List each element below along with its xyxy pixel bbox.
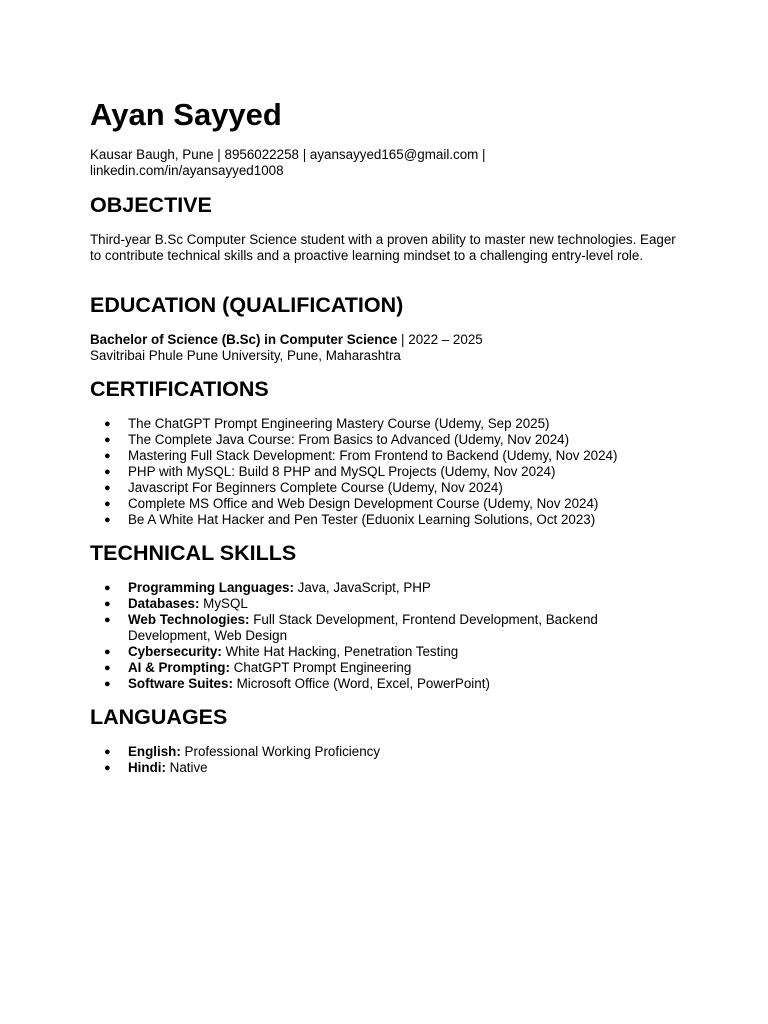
bullet-icon: ● [104, 646, 111, 658]
bullet-icon: ● [104, 514, 111, 526]
bullet-icon: ● [104, 662, 111, 674]
certifications-list [90, 416, 680, 528]
skill-value: MySQL [199, 596, 248, 611]
skill-label: Programming Languages: [128, 580, 294, 595]
skill-value: White Hat Hacking, Penetration Testing [221, 644, 459, 659]
list-item [90, 464, 680, 480]
certification-text: PHP with MySQL: Build 8 PHP and MySQL Projects (Udemy, Nov 2024) [128, 464, 556, 479]
skill-value: Full Stack Development, Frontend Development, Backend Development, Web Design [128, 612, 598, 643]
certification-text: Be A White Hat Hacker and Pen Tester (Eduonix Learning Solutions, Oct 2023) [128, 512, 596, 527]
certification-text: The Complete Java Course: From Basics to Advanced (Udemy, Nov 2024) [128, 432, 570, 447]
technical-skills-list [90, 580, 680, 692]
language-label: English: [128, 744, 181, 759]
bullet-icon: ● [104, 762, 111, 774]
education-entry [90, 332, 680, 364]
certifications-heading: CERTIFICATIONS [90, 377, 269, 401]
list-item [90, 416, 680, 432]
list-item [90, 660, 680, 676]
certification-text: Mastering Full Stack Development: From Frontend to Backend (Udemy, Nov 2024) [128, 448, 618, 463]
bullet-icon: ● [104, 466, 111, 478]
bullet-icon: ● [104, 598, 111, 610]
bullet-icon: ● [104, 746, 111, 758]
list-item [90, 644, 680, 660]
contact-line-2: linkedin.com/in/ayansayyed1008 [90, 163, 284, 178]
list-item [90, 744, 680, 760]
candidate-name: Ayan Sayyed [90, 97, 282, 132]
bullet-icon: ● [104, 614, 111, 626]
contact-info [90, 147, 680, 179]
certification-text: The ChatGPT Prompt Engineering Mastery Course (Udemy, Sep 2025) [128, 416, 550, 431]
objective-heading: OBJECTIVE [90, 193, 212, 217]
list-item [90, 596, 680, 612]
degree-years: | 2022 – 2025 [397, 332, 483, 347]
language-label: Hindi: [128, 760, 166, 775]
skill-value: Microsoft Office (Word, Excel, PowerPoint) [232, 676, 490, 691]
bullet-icon: ● [104, 498, 111, 510]
language-value: Professional Working Proficiency [180, 744, 381, 759]
list-item [90, 512, 680, 528]
list-item [90, 448, 680, 464]
list-item [90, 612, 680, 644]
technical-skills-heading: TECHNICAL SKILLS [90, 541, 297, 565]
objective-text: Third-year B.Sc Computer Science student with a proven ability to master new technologies. Eager to contribute technical skills and a proactive learning mindset to a challenging entry-level role. [90, 232, 676, 263]
bullet-icon: ● [104, 482, 111, 494]
list-item [90, 480, 680, 496]
languages-list [90, 744, 680, 776]
skill-label: Web Technologies: [128, 612, 250, 627]
list-item [90, 496, 680, 512]
bullet-icon: ● [104, 678, 111, 690]
languages-heading: LANGUAGES [90, 705, 228, 729]
bullet-icon: ● [104, 418, 111, 430]
skill-label: Software Suites: [128, 676, 233, 691]
bullet-icon: ● [104, 450, 111, 462]
list-item [90, 432, 680, 448]
list-item [90, 760, 680, 776]
institution: Savitribai Phule Pune University, Pune, Maharashtra [90, 348, 401, 363]
contact-line-1: Kausar Baugh, Pune | 8956022258 | ayansayyed165@gmail.com | [90, 147, 486, 162]
education-heading: EDUCATION (QUALIFICATION) [90, 293, 404, 317]
skill-value: ChatGPT Prompt Engineering [229, 660, 412, 675]
skill-label: Cybersecurity: [128, 644, 222, 659]
list-item [90, 580, 680, 596]
bullet-icon: ● [104, 582, 111, 594]
certification-text: Javascript For Beginners Complete Course (Udemy, Nov 2024) [128, 480, 503, 495]
language-value: Native [165, 760, 208, 775]
degree-title: Bachelor of Science (B.Sc) in Computer Science [90, 332, 398, 347]
skill-label: AI & Prompting: [128, 660, 230, 675]
skill-value: Java, JavaScript, PHP [293, 580, 431, 595]
list-item [90, 676, 680, 692]
bullet-icon: ● [104, 434, 111, 446]
skill-label: Databases: [128, 596, 200, 611]
certification-text: Complete MS Office and Web Design Development Course (Udemy, Nov 2024) [128, 496, 599, 511]
